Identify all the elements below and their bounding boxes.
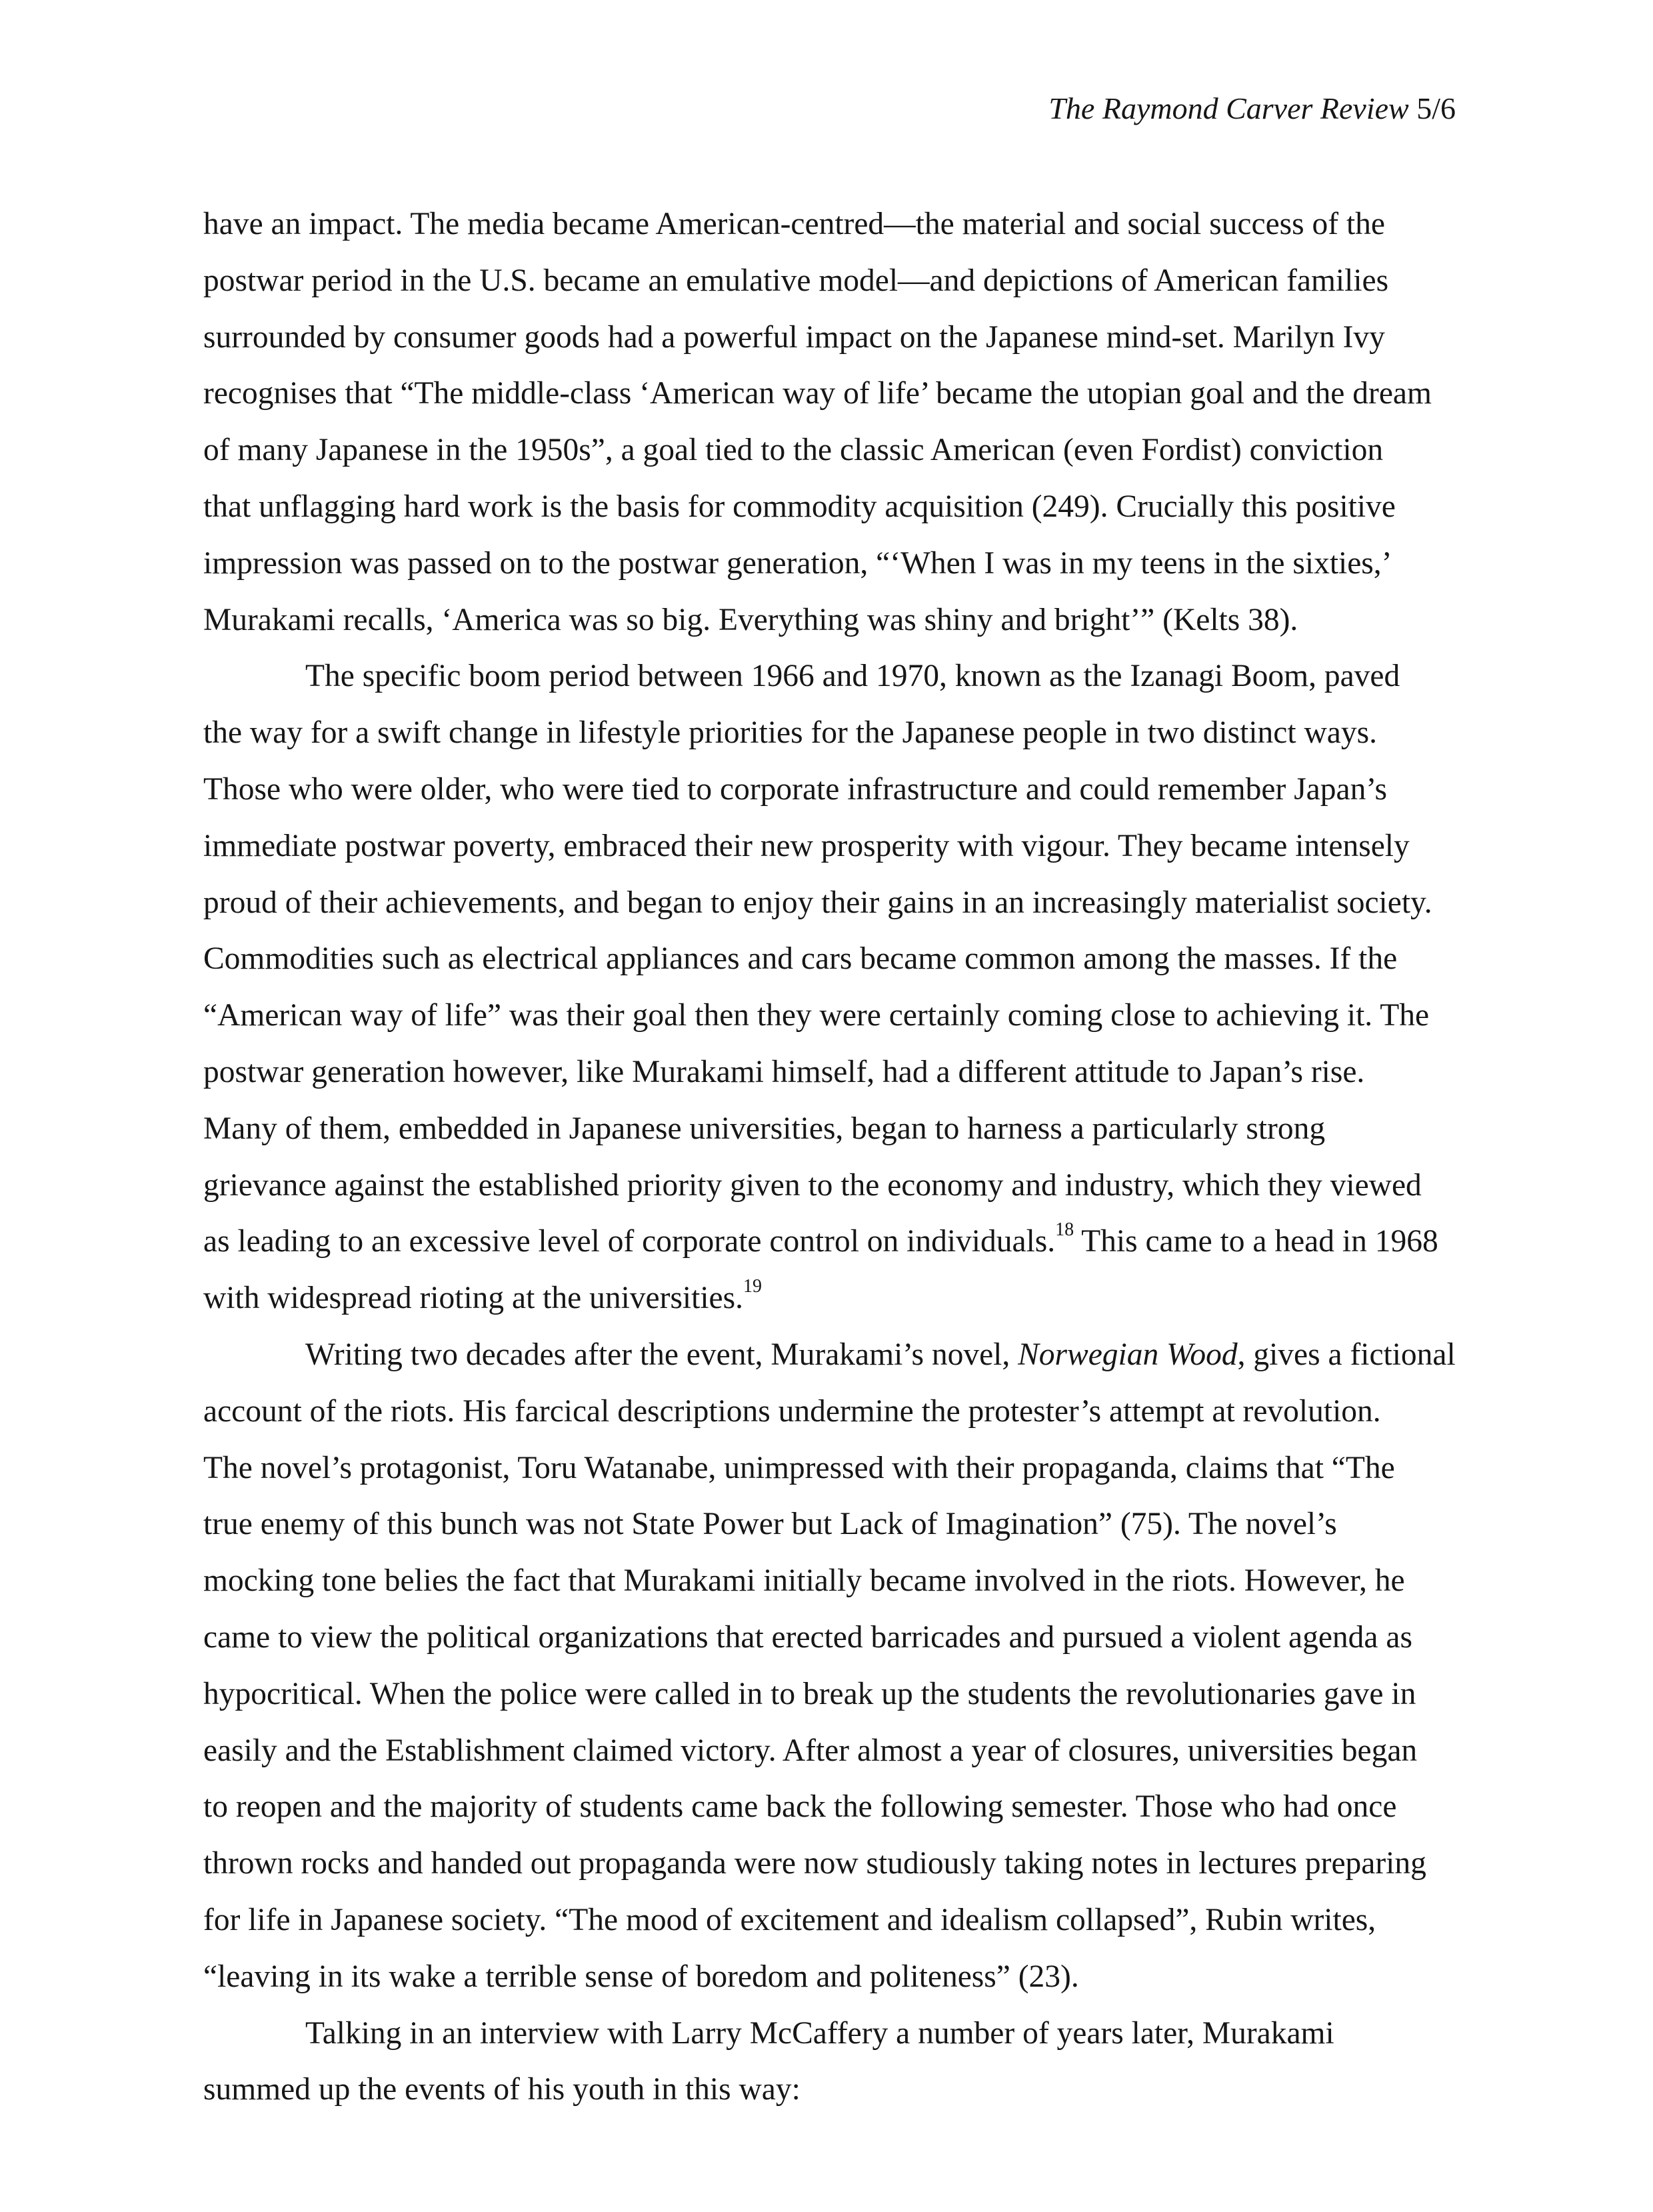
text-line: thrown rocks and handed out propaganda were now studiously taking notes in lectures preparing (203, 1846, 1426, 1881)
footnote-ref-19[interactable]: 19 (743, 1276, 762, 1297)
text-line: mocking tone belies the fact that Murakami initially became involved in the riots. However, he (203, 1563, 1405, 1599)
journal-title: The Raymond Carver Review (1048, 91, 1409, 125)
text-line: came to view the political organizations that erected barricades and pursued a violent agenda as (203, 1619, 1412, 1655)
text-line: summed up the events of his youth in this way: (203, 2072, 801, 2107)
text-line: “leaving in its wake a terrible sense of boredom and politeness” (23). (203, 1959, 1079, 1994)
text-line: The novel’s protagonist, Toru Watanabe, unimpressed with their propaganda, claims that “The (203, 1450, 1395, 1485)
text-line: impression was passed on to the postwar generation, “‘When I was in my teens in the sixties,’ (203, 545, 1392, 581)
book-title: Norwegian Wood (1018, 1337, 1238, 1372)
text-line: of many Japanese in the 1950s”, a goal tied to the classic American (even Fordist) conviction (203, 433, 1384, 468)
text-line: Murakami recalls, ‘America was so big. Everything was shiny and bright’” (Kelts 38). (203, 602, 1298, 637)
text-line: surrounded by consumer goods had a powerful impact on the Japanese mind-set. Marilyn Ivy (203, 319, 1385, 355)
text-segment: Writing two decades after the event, Murakami’s novel, (305, 1337, 1018, 1372)
text-line: true enemy of this bunch was not State Power but Lack of Imagination” (75). The novel’s (203, 1507, 1337, 1542)
text-segment: with widespread rioting at the universities. (203, 1281, 743, 1316)
text-line (203, 1213, 1462, 1270)
text-line: immediate postwar poverty, embraced their new prosperity with vigour. They became intensely (203, 828, 1410, 863)
text-segment: This came to a head in 1968 (1074, 1224, 1438, 1259)
text-line: to reopen and the majority of students came back the following semester. Those who had once (203, 1789, 1397, 1825)
text-line: Those who were older, who were tied to corporate infrastructure and could remember Japan’s (203, 771, 1388, 807)
text-line: The specific boom period between 1966 and 1970, known as the Izanagi Boom, paved (305, 659, 1400, 694)
text-line: Commodities such as electrical appliances and cars became common among the masses. If the (203, 941, 1398, 977)
text-line: have an impact. The media became American-centred—the material and social success of the (203, 207, 1385, 241)
text-line: account of the riots. His farcical descriptions undermine the protester’s attempt at revolution. (203, 1393, 1381, 1429)
text-segment: , gives a fictional (1237, 1337, 1456, 1372)
text-line: the way for a swift change in lifestyle priorities for the Japanese people in two distinct ways. (203, 715, 1377, 751)
page-number: 5/6 (1416, 91, 1456, 125)
text-line: “American way of life” was their goal then they were certainly coming close to achieving it. The (203, 998, 1430, 1033)
text-line: that unflagging hard work is the basis for commodity acquisition (249). Crucially this positive (203, 489, 1396, 524)
text-line: for life in Japanese society. “The mood of excitement and idealism collapsed”, Rubin writes, (203, 1902, 1376, 1937)
footnote-ref-18[interactable]: 18 (1055, 1219, 1074, 1241)
text-line: Many of them, embedded in Japanese universities, began to harness a particularly strong (203, 1111, 1326, 1146)
text-line: grievance against the established priority given to the economy and industry, which they viewed (203, 1167, 1422, 1203)
text-line (203, 1270, 1462, 1327)
running-header (1048, 93, 1456, 124)
text-line: postwar generation however, like Murakami himself, had a different attitude to Japan’s rise. (203, 1054, 1365, 1089)
text-line: Talking in an interview with Larry McCaffery a number of years later, Murakami (305, 2015, 1334, 2051)
text-line: proud of their achievements, and began to enjoy their gains in an increasingly materialist society. (203, 885, 1432, 920)
text-segment: as leading to an excessive level of corporate control on individuals. (203, 1224, 1056, 1259)
text-line: easily and the Establishment claimed victory. After almost a year of closures, universities began (203, 1733, 1418, 1768)
text-line: recognises that “The middle-class ‘American way of life’ became the utopian goal and the dream (203, 376, 1432, 411)
text-line: postwar period in the U.S. became an emulative model—and depictions of American families (203, 263, 1389, 298)
text-line (203, 1327, 1462, 1383)
article-body (203, 196, 1462, 2118)
text-line: hypocritical. When the police were called in to break up the students the revolutionaries gave in (203, 1676, 1416, 1711)
